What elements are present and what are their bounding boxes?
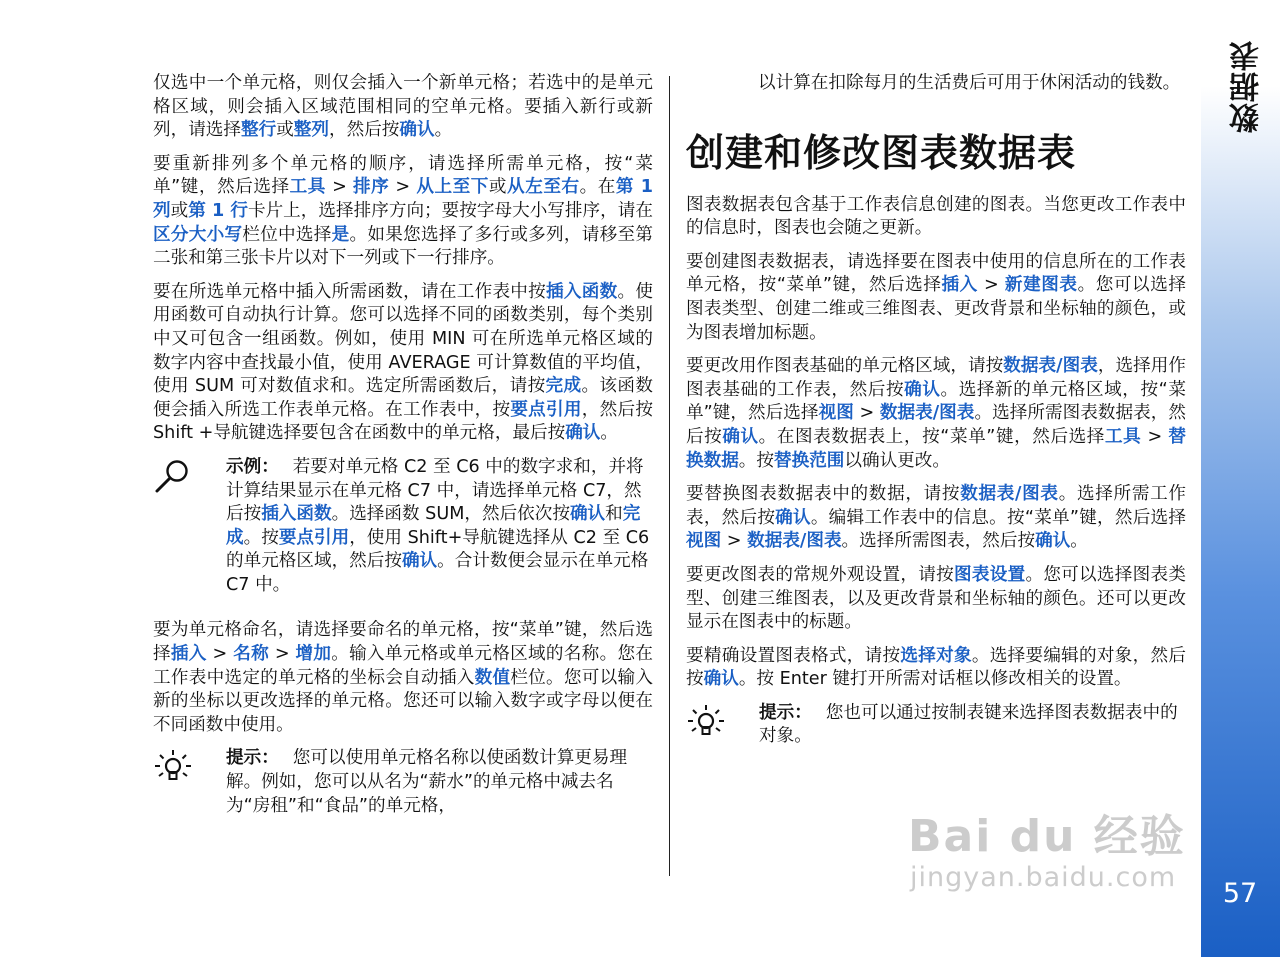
menu-command-text: 新建图表 [1004,275,1078,296]
paragraph-sort [153,153,653,271]
menu-command-text: 确认 [775,507,811,528]
body-text: 或 [488,177,508,198]
menu-command-text: 图表设置 [953,564,1026,585]
menu-command-text: 确认 [703,669,739,690]
menu-command-text: 区分大小写 [153,224,243,245]
menu-command-text: 排序 [352,177,390,198]
menu-command-text: 插入函数 [546,281,618,302]
menu-command-text: 确认 [904,379,941,400]
body-text: 卡片上，选择排序方向；要按字母大小写排序，请在 [247,200,653,221]
body-text: > [977,275,1005,296]
body-text: 仅选中一个单元格，则仅会插入一个新单元格；若选中的是单元格区域，则会插入区域范围相同的空单元格。要插入新行或新列，请选择 [153,73,653,141]
body-text: 以确认更改。 [844,450,950,471]
body-text: > [206,644,234,665]
tip-title-right: 提示： [759,702,812,723]
body-text: 。编辑工作表中的信息。按“菜单”键，然后选择 [810,507,1186,528]
body-text: > [268,644,296,665]
paragraph-functions [153,281,653,446]
menu-command-text: 插入 [941,275,978,296]
body-text: ，选择用作图表基础的工作表，然后按 [686,356,1186,400]
menu-command-text: 插入函数 [261,504,332,525]
menu-command-text: 完成 [226,504,641,548]
example-note [153,456,653,598]
lightbulb-icon [153,749,193,797]
menu-command-text: 第 1 列 [153,177,653,221]
body-text: 。 [1070,531,1088,552]
right-column [686,72,1186,761]
body-text: 。按 Enter 键打开所需对话框以修改相关的设置。 [738,669,1132,690]
paragraph-change-range [686,355,1186,473]
paragraph-continuation [686,72,1186,96]
paragraph-chart-intro [686,194,1186,241]
lightbulb-icon [686,704,726,752]
body-text: ，使用 Shift+导航键选择从 C2 至 C6 的单元格区域，然后按 [226,527,650,572]
body-text: 栏位。您可以输入新的坐标以更改选择的单元格。您还可以输入数字或字母以便在不同函数中使用。 [153,667,653,735]
body-text: 要更改图表的常规外观设置，请按 [686,564,954,585]
body-text: > [853,403,880,424]
menu-command-text: 增加 [295,644,332,665]
body-text: 要重新排列多个单元格的顺序，请选择所需单元格，按“菜单”键，然后选择 [153,153,653,198]
body-text: 。在图表数据表上，按“菜单”键，然后选择 [758,426,1105,447]
body-text: > [1141,426,1169,447]
menu-command-text: 确认 [401,551,438,572]
body-text: 要精确设置图表格式，请按 [686,645,901,666]
body-text: 或 [276,120,294,141]
body-text: 和 [605,504,623,525]
menu-command-text: 视图 [818,403,854,424]
menu-command-text: 名称 [233,644,269,665]
body-text: 要在所选单元格中插入所需函数，请在工作表中按 [153,281,547,302]
body-text: 您也可以通过按制表键来选择图表数据表中的对象。 [759,702,1178,747]
body-text: ，然后按 Shift +导航键选择要包含在函数中的单元格，最后按 [153,399,653,444]
menu-command-text: 插入 [170,644,207,665]
body-text: 您可以使用单元格名称以使函数计算更易理解。例如，您可以从名为“薪水”的单元格中减去名为“房租”和“食品”的单元格， [226,748,628,816]
tip-text-right [759,703,1178,747]
body-text: 。 [600,423,619,444]
body-text: 。 [434,120,453,141]
body-text: 。输入单元格或单元格区域的名称。您在工作表中选定的单元格的坐标会自动插入 [153,644,653,688]
body-text: 或 [170,200,189,221]
paragraph-replace-data [686,483,1186,554]
body-text: 。选择所需工作表，然后按 [686,484,1186,528]
body-text: 。按 [738,450,774,471]
menu-command-text: 整行 [240,120,277,141]
body-text: > [325,177,353,198]
menu-command-text: 数据表/图表 [747,531,842,552]
body-text: 。使用函数可自动执行计算。您可以选择不同的函数类别，每个类别中又可包含一组函数。例如，使用 MIN 可在所选单元格区域的数字内容中查找最小值，使用 AVERAGE 可计算数值的平均值，使用 SUM 可对数值求和。选定所需函数后，请按 [153,281,653,397]
example-title: 示例： [226,456,279,477]
body-text: 。在 [579,177,616,198]
body-text: 。选择所需图表数据表，然后按 [686,403,1186,447]
body-text: 。如果您选择了多行或多列，请移至第二张和第三张卡片以对下一列或下一行排序。 [153,224,653,269]
body-text: 。选择新的单元格区域，按“菜单”键，然后选择 [686,379,1186,424]
menu-command-text: 替换数据 [686,426,1186,471]
body-text: > [389,177,417,198]
paragraph-format [686,645,1186,692]
menu-command-text: 视图 [686,531,722,552]
body-text: 要替换图表数据表中的数据，请按 [686,484,961,505]
body-text: 要为单元格命名，请选择要命名的单元格，按“菜单”键，然后选择 [153,620,653,665]
tip-text [226,748,627,815]
menu-command-text: 数据表/图表 [960,484,1059,505]
body-text: 要更改用作图表基础的单元格区域，请按 [686,356,1004,377]
column-divider [669,76,670,876]
body-text: 。选择要编辑的对象，然后按 [686,645,1186,690]
menu-command-text: 替换范围 [774,450,845,471]
body-text: > [721,531,748,552]
menu-command-text: 从左至右 [507,177,580,198]
page-number: 57 [1222,878,1258,909]
menu-command-text: 确认 [569,504,606,525]
magnifier-icon [153,458,193,502]
section-side-title: 数据表 [1230,40,1265,133]
body-text: 以计算在扣除每月的生活费后可用于休闲活动的钱数。 [758,73,1181,93]
menu-command-text: 确认 [565,423,601,444]
menu-command-text: 工具 [1104,426,1142,447]
body-text: 。按 [243,527,279,548]
tip-note-right [686,702,1186,749]
menu-command-text: 选择对象 [900,645,972,666]
menu-command-text: 第 1 行 [188,200,248,221]
sidebar-band [1201,0,1280,957]
menu-command-text: 确认 [722,426,759,447]
body-text: 栏位中选择 [242,224,332,245]
left-column [153,72,653,830]
tip-note [153,747,653,818]
menu-command-text: 整列 [293,120,329,141]
body-text: 。该函数便会插入所选工作表单元格。在工作表中，按 [153,376,653,420]
paragraph-appearance [686,564,1186,635]
watermark-logo-text: Bai du 经验 [908,811,1186,862]
body-text: 图表数据表包含基于工作表信息创建的图表。当您更改工作表中的信息时，图表也会随之更新。 [686,194,1186,239]
body-text: 。您可以选择图表类型、创建二维或三维图表、更改背景和坐标轴的颜色，或为图表增加标题。 [686,275,1186,343]
menu-command-text: 数据表/图表 [879,403,975,424]
body-text: 要创建图表数据表，请选择要在图表中使用的信息所在的工作表单元格，按“菜单”键，然后选择 [686,251,1186,296]
tip-title: 提示： [226,748,279,769]
menu-command-text: 数据表/图表 [1003,356,1098,377]
menu-command-text: 要点引用 [278,527,350,548]
paragraph-name-cells [153,619,653,737]
body-text: 。合计数便会显示在单元格 C7 中。 [226,551,649,595]
body-text: 。选择函数 SUM，然后依次按 [331,504,570,525]
section-heading: 创建和修改图表数据表 [686,130,1077,175]
body-text: 。您可以选择图表类型、创建三维图表，以及更改背景和坐标轴的颜色。还可以更改显示在图表中的标题。 [686,564,1186,633]
baidu-watermark [908,800,1198,910]
watermark-url: jingyan.baidu.com [910,862,1177,893]
menu-command-text: 是 [331,224,350,245]
menu-command-text: 确认 [1035,531,1071,552]
body-text: 若要对单元格 C2 至 C6 中的数字求和，并将计算结果显示在单元格 C7 中，请选择单元格 C7，然后按 [226,456,644,525]
body-text: 。选择所需图表，然后按 [841,531,1036,552]
menu-command-text: 完成 [545,376,582,397]
body-text: ，然后按 [329,120,400,141]
menu-command-text: 要点引用 [510,399,582,420]
paragraph-create-chart [686,251,1186,345]
menu-command-text: 数值 [474,667,511,688]
menu-command-text: 工具 [289,177,326,198]
menu-command-text: 从上至下 [416,177,489,198]
paragraph-insert-cells [153,72,653,143]
menu-command-text: 确认 [399,120,435,141]
example-text [226,457,649,595]
